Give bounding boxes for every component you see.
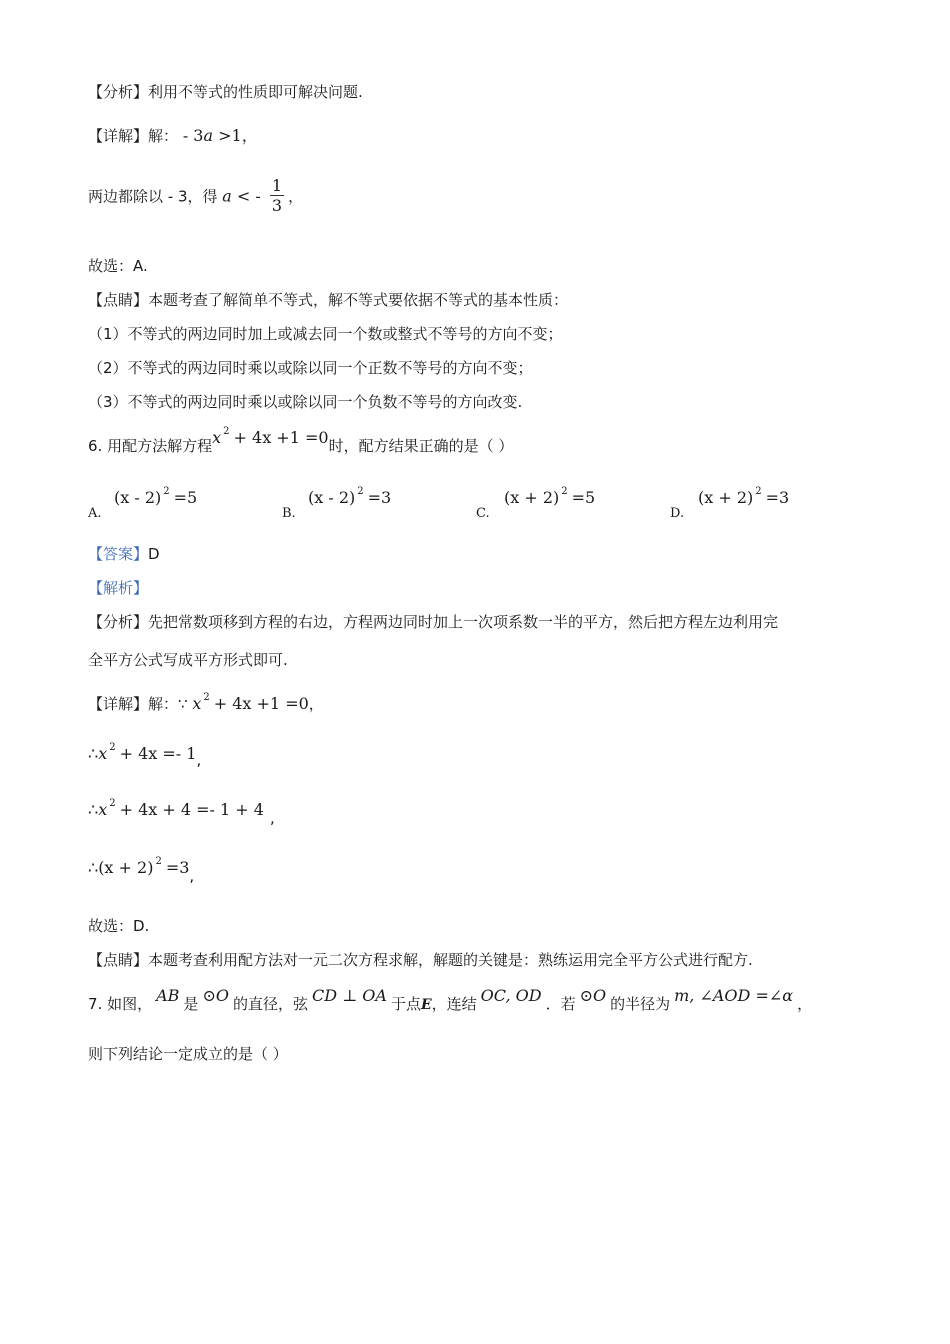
q7-text-8: ， — [797, 995, 813, 1013]
divide-text: 两边都除以 - 3，得 — [88, 187, 218, 206]
q7-text-2: 是 — [183, 995, 199, 1013]
result-rel: < - — [231, 186, 266, 206]
q7-number: 7. — [88, 995, 103, 1013]
q7-math-ab: AB — [156, 986, 180, 1005]
analysis-tag: 【分析】 — [88, 83, 149, 101]
comment-tag: 【点睛】 — [88, 951, 149, 969]
comment-text: 本题考查利用配方法对一元二次方程求解，解题的关键是：熟练运用完全平方公式进行配方. — [148, 951, 753, 969]
answer-tag: 【答案】 — [88, 545, 149, 563]
q6-explain-tag: 【解析】 — [88, 579, 149, 597]
divide-line — [88, 174, 303, 219]
q6-stem-after: 时，配方结果正确的是（ ） — [328, 437, 514, 455]
analysis-text: 先把常数项移到方程的右边，方程两边同时加上一次项系数一半的平方，然后把方程左边利用完 — [148, 613, 779, 631]
q6-option-b[interactable] — [282, 486, 462, 524]
frac-numerator: 1 — [271, 176, 283, 195]
answer-value: D — [148, 545, 160, 563]
rule-1: （1）不等式的两边同时加上或减去同一个数或整式不等号的方向不变； — [88, 325, 563, 343]
option-expression: (x - 2) $^2$ =3 — [308, 486, 392, 507]
analysis-text: 利用不等式的性质即可解决问题. — [148, 83, 363, 101]
option-letter: B. — [282, 506, 296, 521]
q7-math-circle-o: ⊙O — [202, 986, 229, 1005]
step3-end: , — [189, 867, 195, 885]
q6-step3 — [88, 856, 195, 885]
step1-equation: x $^2$ + 4x =- 1 — [98, 742, 197, 763]
q6-comment-line — [88, 950, 753, 970]
q6-analysis-line2: 全平方公式写成平方形式即可. — [88, 651, 288, 669]
step0-equation: x $^2$ + 4x +1 =0 — [192, 692, 309, 713]
q6-step2 — [88, 798, 275, 827]
comment-text: 本题考查了解简单不等式，解不等式要依据不等式的基本性质： — [148, 291, 569, 309]
analysis-line — [88, 82, 363, 102]
q6-step1 — [88, 744, 201, 767]
q6-analysis-line1 — [88, 612, 778, 632]
step3-equation: (x + 2) $^2$ =3 — [98, 856, 190, 877]
q6-option-c[interactable] — [476, 486, 656, 524]
step2-equation: x $^2$ + 4x + 4 =- 1 + 4 — [98, 798, 264, 819]
step2-end: , — [269, 809, 275, 827]
q6-detail-line — [88, 694, 324, 717]
q6-option-a[interactable] — [88, 486, 268, 524]
q7-text-4: 于点 — [390, 995, 421, 1013]
q7-text-3: 的直径，弦 — [232, 995, 308, 1013]
q7-math-cd-perp-oa: CD ⊥ OA — [311, 986, 387, 1005]
option-letter: C. — [476, 506, 490, 521]
therefore-symbol: ∴ — [88, 800, 99, 819]
therefore-symbol: ∴ — [88, 744, 99, 763]
option-expression: (x + 2) $^2$ =3 — [698, 486, 790, 507]
detail-prefix: 解： — [148, 127, 179, 145]
step0-end: ， — [308, 695, 324, 713]
option-expression: (x - 2) $^2$ =5 — [114, 486, 198, 507]
q7-math-e: E — [420, 997, 432, 1013]
detail-line — [88, 126, 258, 146]
q6-stem — [88, 426, 514, 459]
result-var: a — [222, 186, 232, 206]
detail-tag: 【详解】 — [88, 695, 149, 713]
option-letter: D. — [670, 506, 685, 521]
q6-equation: x $^2$ + 4x +1 =0 — [212, 426, 329, 447]
q7-text-1: 如图， — [107, 995, 153, 1013]
choose-line-prev: 故选：A. — [88, 257, 148, 275]
analysis-tag: 【分析】 — [88, 613, 149, 631]
q7-text-7: 的半径为 — [610, 995, 671, 1013]
q7-math-oc-od: OC, OD — [480, 986, 542, 1005]
option-expression: (x + 2) $^2$ =5 — [504, 486, 596, 507]
frac-denominator: 3 — [271, 196, 283, 215]
q6-choose: 故选：D. — [88, 917, 150, 935]
comment-tag: 【点睛】 — [88, 291, 149, 309]
detail-prefix: 解：∵ — [148, 695, 193, 713]
inequality: - 3a >1， — [182, 126, 258, 145]
q6-answer-line — [88, 544, 160, 564]
option-letter: A. — [88, 506, 102, 521]
q6-stem-before: 用配方法解方程 — [107, 437, 213, 455]
q6-option-d[interactable] — [670, 486, 850, 524]
q7-math-circle-o-2: ⊙O — [579, 986, 607, 1005]
q7-stem-line1 — [88, 986, 813, 1015]
q6-number: 6. — [88, 437, 103, 455]
detail-tag: 【详解】 — [88, 127, 149, 145]
q7-text-6: ．若 — [545, 995, 576, 1013]
comment-line — [88, 290, 568, 310]
q7-math-radius-angle: m, ∠AOD =∠α — [674, 986, 794, 1005]
q7-text-5: ，连结 — [431, 995, 477, 1013]
q7-stem-line2: 则下列结论一定成立的是（ ） — [88, 1045, 288, 1063]
rule-2: （2）不等式的两边同时乘以或除以同一个正数不等号的方向不变； — [88, 359, 533, 377]
therefore-symbol: ∴ — [88, 858, 99, 877]
fraction-one-third — [270, 177, 284, 216]
result-end: ， — [288, 187, 304, 206]
step1-end: , — [196, 751, 202, 769]
rule-3: （3）不等式的两边同时乘以或除以同一个负数不等号的方向改变. — [88, 393, 523, 411]
